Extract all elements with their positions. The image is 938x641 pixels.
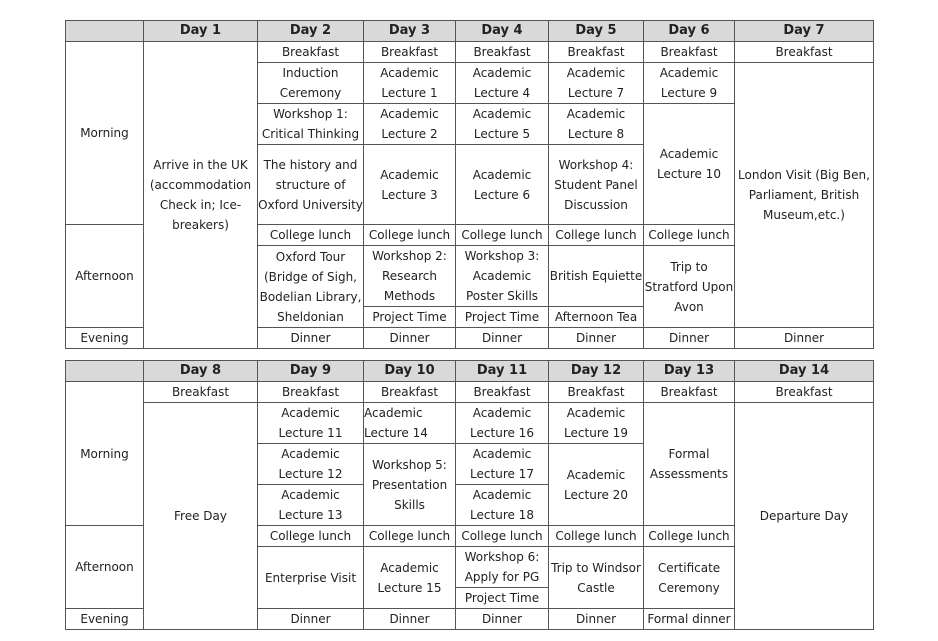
day13-formal-dinner: Formal dinner [644, 609, 735, 630]
day12-windsor-trip: Trip to Windsor Castle [549, 547, 644, 609]
day9-breakfast: Breakfast [258, 382, 364, 403]
day11-dinner: Dinner [456, 609, 549, 630]
day6-lunch: College lunch [644, 225, 735, 246]
header-day-11: Day 11 [456, 361, 549, 382]
day10-lunch: College lunch [364, 526, 456, 547]
day4-breakfast: Breakfast [456, 42, 549, 63]
day3-session-3: Academic Lecture 3 [364, 145, 456, 225]
day5-session-2: Academic Lecture 8 [549, 104, 644, 145]
day6-session-2: Academic Lecture 10 [644, 104, 735, 225]
day4-project-time: Project Time [456, 307, 549, 328]
header-day-8: Day 8 [144, 361, 258, 382]
day13-formal-assessments: Formal Assessments [644, 403, 735, 526]
day5-afternoon-tea: Afternoon Tea [549, 307, 644, 328]
day13-lunch: College lunch [644, 526, 735, 547]
day5-british-etiquette: British Equiette [549, 246, 644, 307]
day4-workshop-3: Workshop 3: Academic Poster Skills [456, 246, 549, 307]
day3-session-2: Academic Lecture 2 [364, 104, 456, 145]
day2-breakfast: Breakfast [258, 42, 364, 63]
day4-session-2: Academic Lecture 5 [456, 104, 549, 145]
day6-dinner: Dinner [644, 328, 735, 349]
day5-session-3: Workshop 4: Student Panel Discussion [549, 145, 644, 225]
day8-free-day: Free Day [144, 403, 258, 630]
day11-workshop-6: Workshop 6: Apply for PG [456, 547, 549, 588]
day12-lunch: College lunch [549, 526, 644, 547]
schedule-table-week1 [65, 20, 874, 349]
day4-lunch: College lunch [456, 225, 549, 246]
day7-london-visit: London Visit (Big Ben, Parliament, British Museum,etc.) [735, 63, 874, 328]
day6-session-1: Academic Lecture 9 [644, 63, 735, 104]
row-label-evening: Evening [66, 609, 144, 630]
header-day-12: Day 12 [549, 361, 644, 382]
day4-session-3: Academic Lecture 6 [456, 145, 549, 225]
day6-stratford-trip: Trip to Stratford Upon Avon [644, 246, 735, 328]
header-day-2: Day 2 [258, 21, 364, 42]
day6-breakfast: Breakfast [644, 42, 735, 63]
day7-breakfast: Breakfast [735, 42, 874, 63]
day5-dinner: Dinner [549, 328, 644, 349]
day2-session-2: Workshop 1: Critical Thinking [258, 104, 364, 145]
day14-breakfast: Breakfast [735, 382, 874, 403]
header-day-5: Day 5 [549, 21, 644, 42]
row-label-morning: Morning [66, 382, 144, 526]
header-day-7: Day 7 [735, 21, 874, 42]
day10-lecture-15: Academic Lecture 15 [364, 547, 456, 609]
day12-breakfast: Breakfast [549, 382, 644, 403]
row-label-evening: Evening [66, 328, 144, 349]
row-label-afternoon: Afternoon [66, 526, 144, 609]
day11-session-3: Academic Lecture 18 [456, 485, 549, 526]
day5-breakfast: Breakfast [549, 42, 644, 63]
day12-dinner: Dinner [549, 609, 644, 630]
day5-lunch: College lunch [549, 225, 644, 246]
day9-enterprise-visit: Enterprise Visit [258, 547, 364, 609]
day13-breakfast: Breakfast [644, 382, 735, 403]
day10-dinner: Dinner [364, 609, 456, 630]
day3-lunch: College lunch [364, 225, 456, 246]
header-day-9: Day 9 [258, 361, 364, 382]
day4-session-1: Academic Lecture 4 [456, 63, 549, 104]
day9-session-2: Academic Lecture 12 [258, 444, 364, 485]
day11-session-1: Academic Lecture 16 [456, 403, 549, 444]
day13-certificate-ceremony: Certificate Ceremony [644, 547, 735, 609]
day12-session-2: Academic Lecture 20 [549, 444, 644, 526]
header-row [66, 21, 874, 42]
day2-session-1: Induction Ceremony [258, 63, 364, 104]
day3-session-1: Academic Lecture 1 [364, 63, 456, 104]
day3-dinner: Dinner [364, 328, 456, 349]
day2-dinner: Dinner [258, 328, 364, 349]
day9-session-3: Academic Lecture 13 [258, 485, 364, 526]
day8-breakfast: Breakfast [144, 382, 258, 403]
corner-cell [66, 21, 144, 42]
day11-session-2: Academic Lecture 17 [456, 444, 549, 485]
day3-breakfast: Breakfast [364, 42, 456, 63]
day12-session-1: Academic Lecture 19 [549, 403, 644, 444]
day9-session-1: Academic Lecture 11 [258, 403, 364, 444]
row-label-afternoon: Afternoon [66, 225, 144, 328]
header-day-4: Day 4 [456, 21, 549, 42]
day7-dinner: Dinner [735, 328, 874, 349]
header-day-14: Day 14 [735, 361, 874, 382]
day2-session-3: The history and structure of Oxford University [258, 145, 364, 225]
day4-dinner: Dinner [456, 328, 549, 349]
header-day-6: Day 6 [644, 21, 735, 42]
header-day-13: Day 13 [644, 361, 735, 382]
day1-arrival: Arrive in the UK (accommodation Check in; Ice-breakers) [144, 42, 258, 349]
header-day-3: Day 3 [364, 21, 456, 42]
row-label-morning: Morning [66, 42, 144, 225]
day10-session-1: Academic Lecture 14 [364, 403, 456, 444]
day3-project-time: Project Time [364, 307, 456, 328]
day9-dinner: Dinner [258, 609, 364, 630]
day14-departure: Departure Day [735, 403, 874, 630]
corner-cell [66, 361, 144, 382]
day11-project-time: Project Time [456, 588, 549, 609]
header-day-10: Day 10 [364, 361, 456, 382]
day5-session-1: Academic Lecture 7 [549, 63, 644, 104]
schedule-table-week2 [65, 360, 874, 630]
day9-lunch: College lunch [258, 526, 364, 547]
day11-breakfast: Breakfast [456, 382, 549, 403]
day2-oxford-tour: Oxford Tour (Bridge of Sigh, Bodelian Library, Sheldonian [258, 246, 364, 328]
day10-workshop-5: Workshop 5: Presentation Skills [364, 444, 456, 526]
day11-lunch: College lunch [456, 526, 549, 547]
header-row [66, 361, 874, 382]
header-day-1: Day 1 [144, 21, 258, 42]
day10-breakfast: Breakfast [364, 382, 456, 403]
day3-workshop-2: Workshop 2: Research Methods [364, 246, 456, 307]
day2-lunch: College lunch [258, 225, 364, 246]
